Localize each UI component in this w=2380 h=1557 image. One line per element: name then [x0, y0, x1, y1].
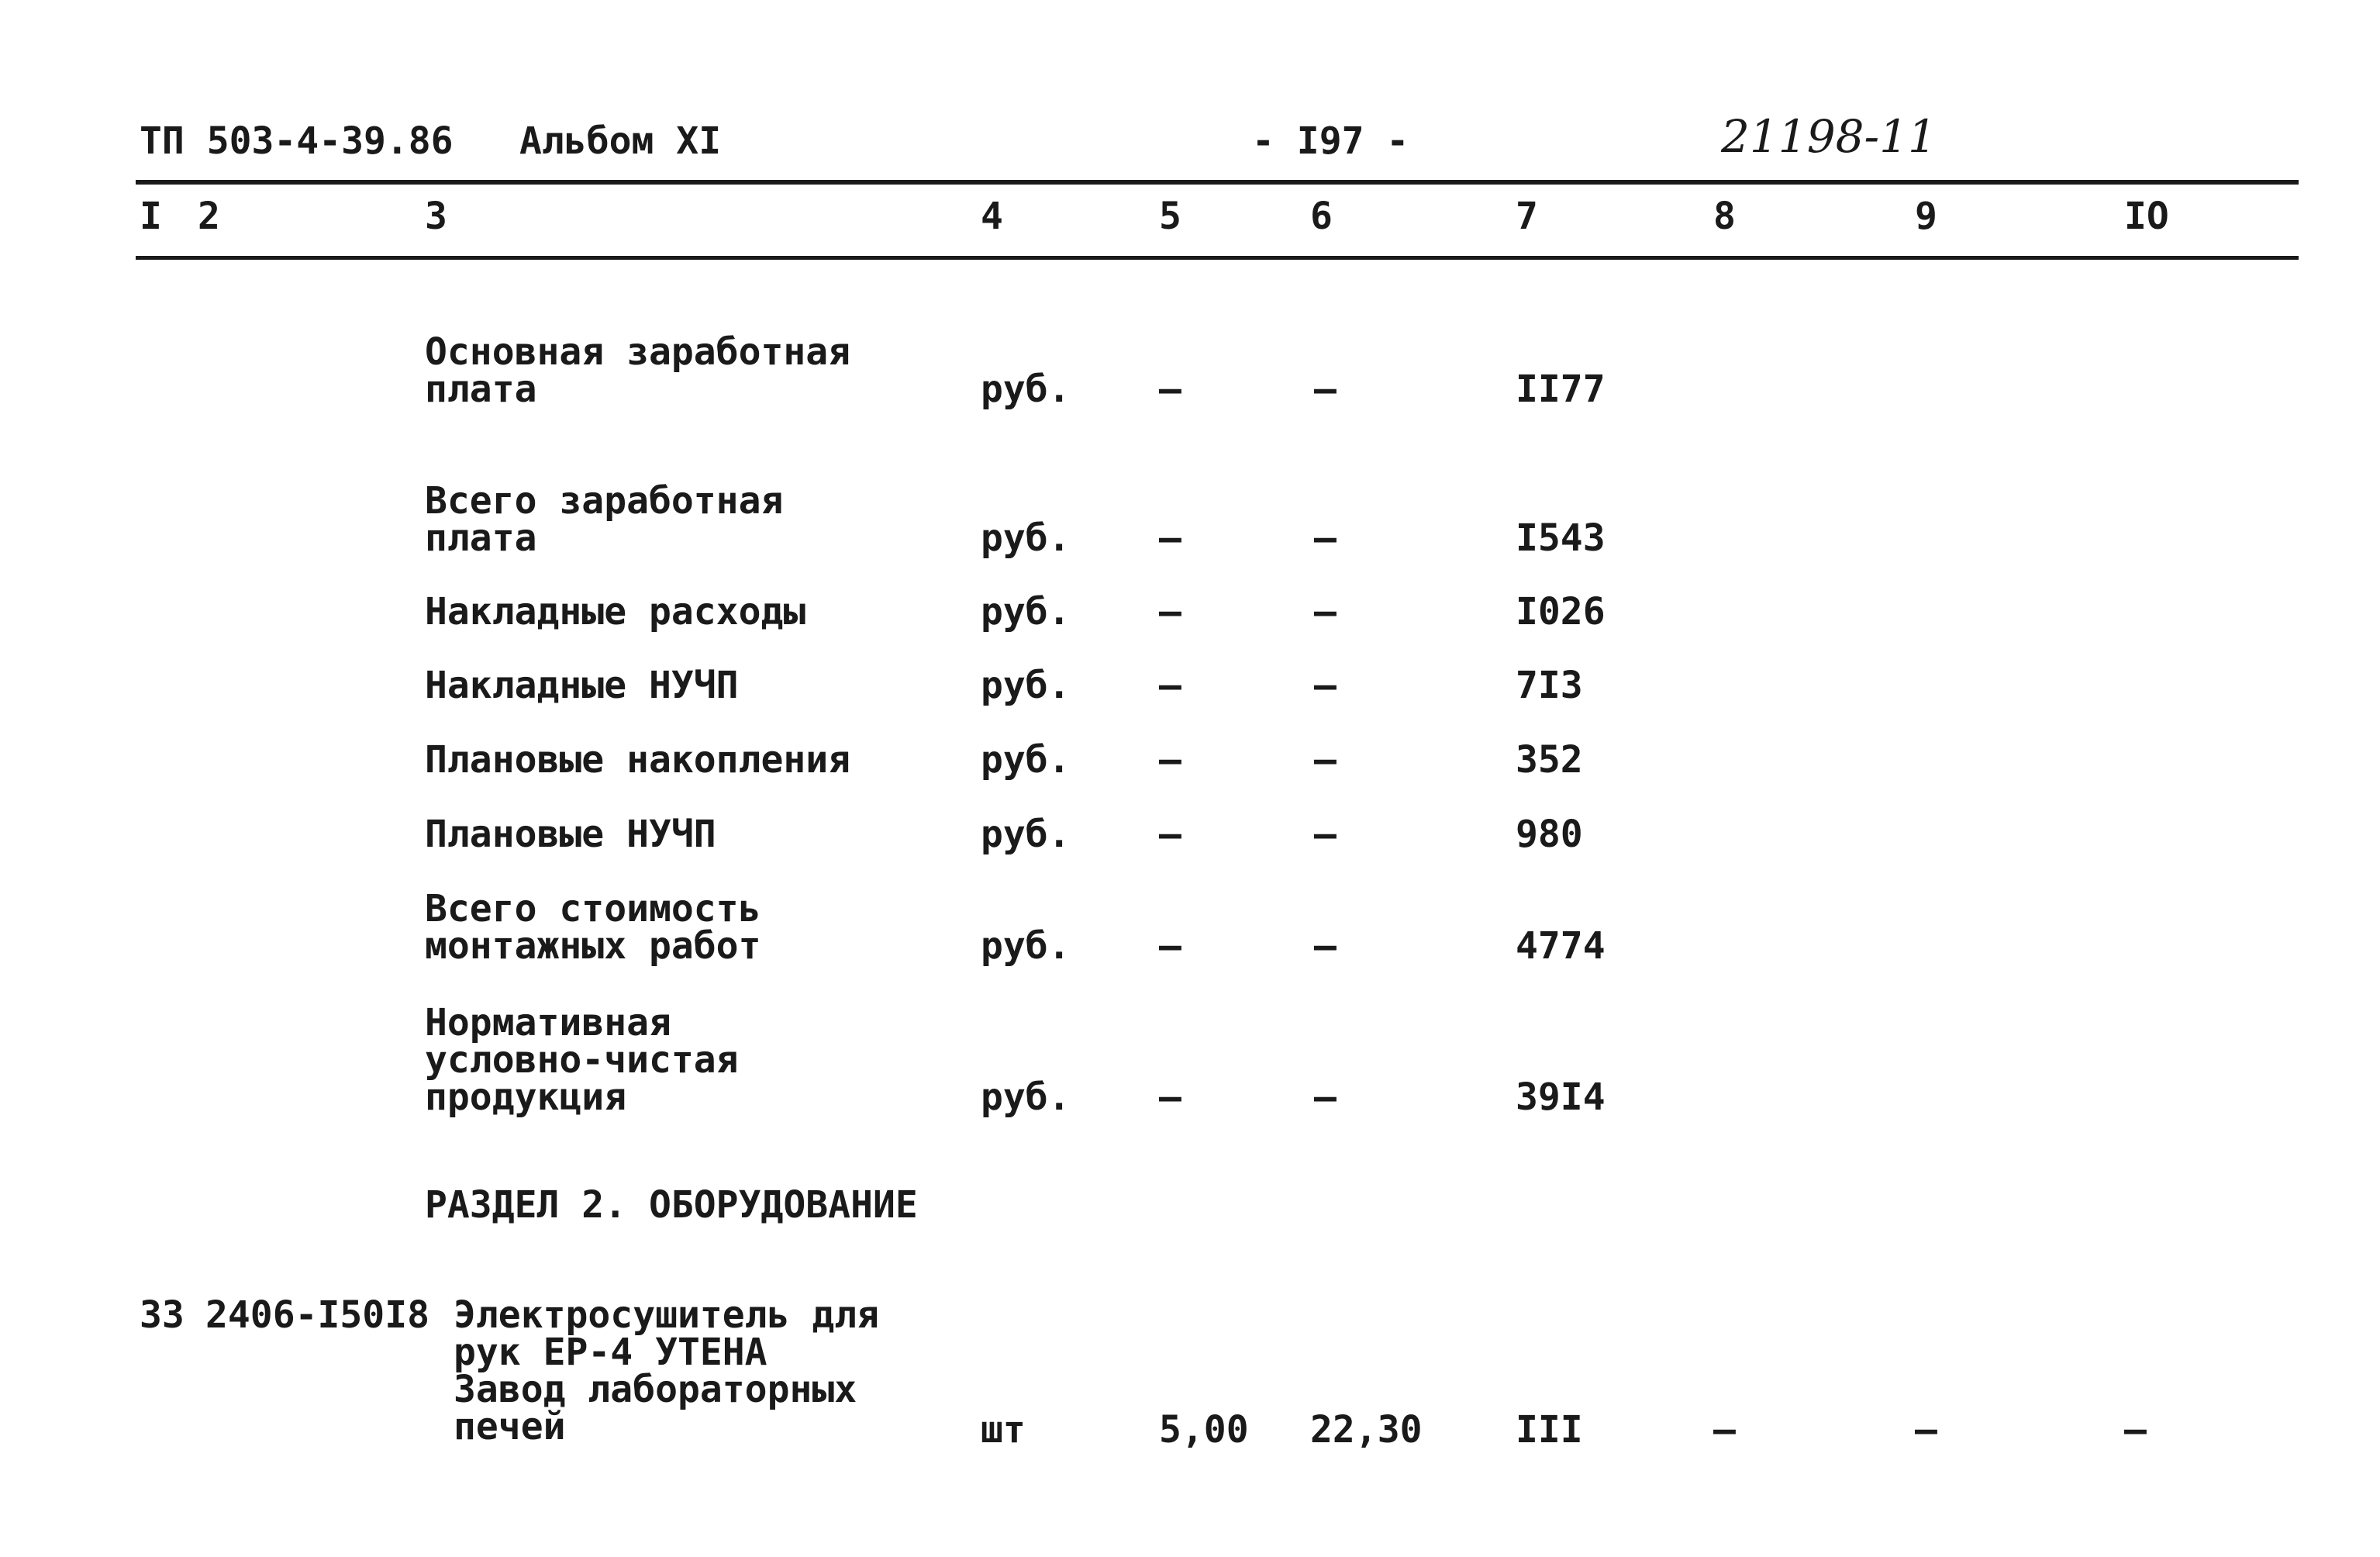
row-unit: руб. [981, 924, 1071, 968]
row-col5: – [1159, 590, 1181, 634]
row-col6: – [1314, 368, 1337, 411]
row-col7: 352 [1516, 738, 1583, 782]
row-name: Накладные расходы [425, 590, 806, 634]
row-col7: 39I4 [1516, 1075, 1606, 1119]
row-col7: I543 [1516, 516, 1606, 560]
page-number: - I97 - [1252, 119, 1409, 163]
section-title: РАЗДЕЛ 2. ОБОРУДОВАНИЕ [425, 1183, 918, 1227]
equipment-col7: III [1516, 1408, 1583, 1452]
col-2: 2 [198, 195, 220, 238]
equipment-col6: 22,30 [1310, 1408, 1423, 1452]
header-bottom-rule [136, 256, 2299, 260]
row-unit: руб. [981, 590, 1071, 634]
row-name: Нормативная условно-чистая продукция [425, 1001, 739, 1119]
row-col6: – [1314, 924, 1337, 968]
equipment-name: Электросушитель для рук ЕР-4 УТЕНА Завод лабораторных печей [454, 1293, 880, 1448]
col-1: I [140, 195, 162, 238]
col-7: 7 [1516, 195, 1538, 238]
equipment-col9: – [1915, 1408, 1937, 1452]
row-col7: 4774 [1516, 924, 1606, 968]
row-name: Плановые НУЧП [425, 813, 716, 856]
row-col6: – [1314, 1075, 1337, 1119]
row-col7: 980 [1516, 813, 1583, 856]
col-4: 4 [981, 195, 1003, 238]
top-rule [136, 180, 2299, 185]
row-col7: 7I3 [1516, 664, 1583, 707]
doc-code: ТП 503-4-39.86 [140, 119, 454, 163]
col-5: 5 [1159, 195, 1181, 238]
row-name: Основная заработная плата [425, 330, 851, 411]
row-unit: руб. [981, 1075, 1071, 1119]
row-col5: – [1159, 924, 1181, 968]
row-col5: – [1159, 1075, 1181, 1119]
row-col6: – [1314, 813, 1337, 856]
row-col5: – [1159, 664, 1181, 707]
col-8: 8 [1713, 195, 1736, 238]
row-name: Накладные НУЧП [425, 664, 739, 707]
row-unit: руб. [981, 368, 1071, 411]
row-name: Всего заработная плата [425, 479, 784, 560]
equipment-code: 2406-I50I8 [205, 1293, 429, 1337]
row-col7: I026 [1516, 590, 1606, 634]
equipment-col5: 5,00 [1159, 1408, 1249, 1452]
handwritten-number: 21198-11 [1721, 110, 1937, 163]
col-3: 3 [425, 195, 447, 238]
equipment-col8: – [1713, 1408, 1736, 1452]
equipment-col10: – [2124, 1408, 2147, 1452]
row-col6: – [1314, 516, 1337, 560]
row-name: Плановые накопления [425, 738, 851, 782]
row-col5: – [1159, 516, 1181, 560]
row-unit: руб. [981, 516, 1071, 560]
equipment-num: 33 [140, 1293, 185, 1337]
row-name: Всего стоимость монтажных работ [425, 887, 761, 968]
row-unit: руб. [981, 664, 1071, 707]
equipment-unit: шт [981, 1408, 1026, 1452]
row-unit: руб. [981, 813, 1071, 856]
col-10: IO [2124, 195, 2169, 238]
row-col5: – [1159, 738, 1181, 782]
row-col7: II77 [1516, 368, 1606, 411]
album-label: Альбом XI [519, 119, 722, 163]
row-col5: – [1159, 368, 1181, 411]
row-col6: – [1314, 664, 1337, 707]
col-6: 6 [1310, 195, 1333, 238]
row-col6: – [1314, 590, 1337, 634]
row-col5: – [1159, 813, 1181, 856]
col-9: 9 [1915, 195, 1937, 238]
row-col6: – [1314, 738, 1337, 782]
row-unit: руб. [981, 738, 1071, 782]
